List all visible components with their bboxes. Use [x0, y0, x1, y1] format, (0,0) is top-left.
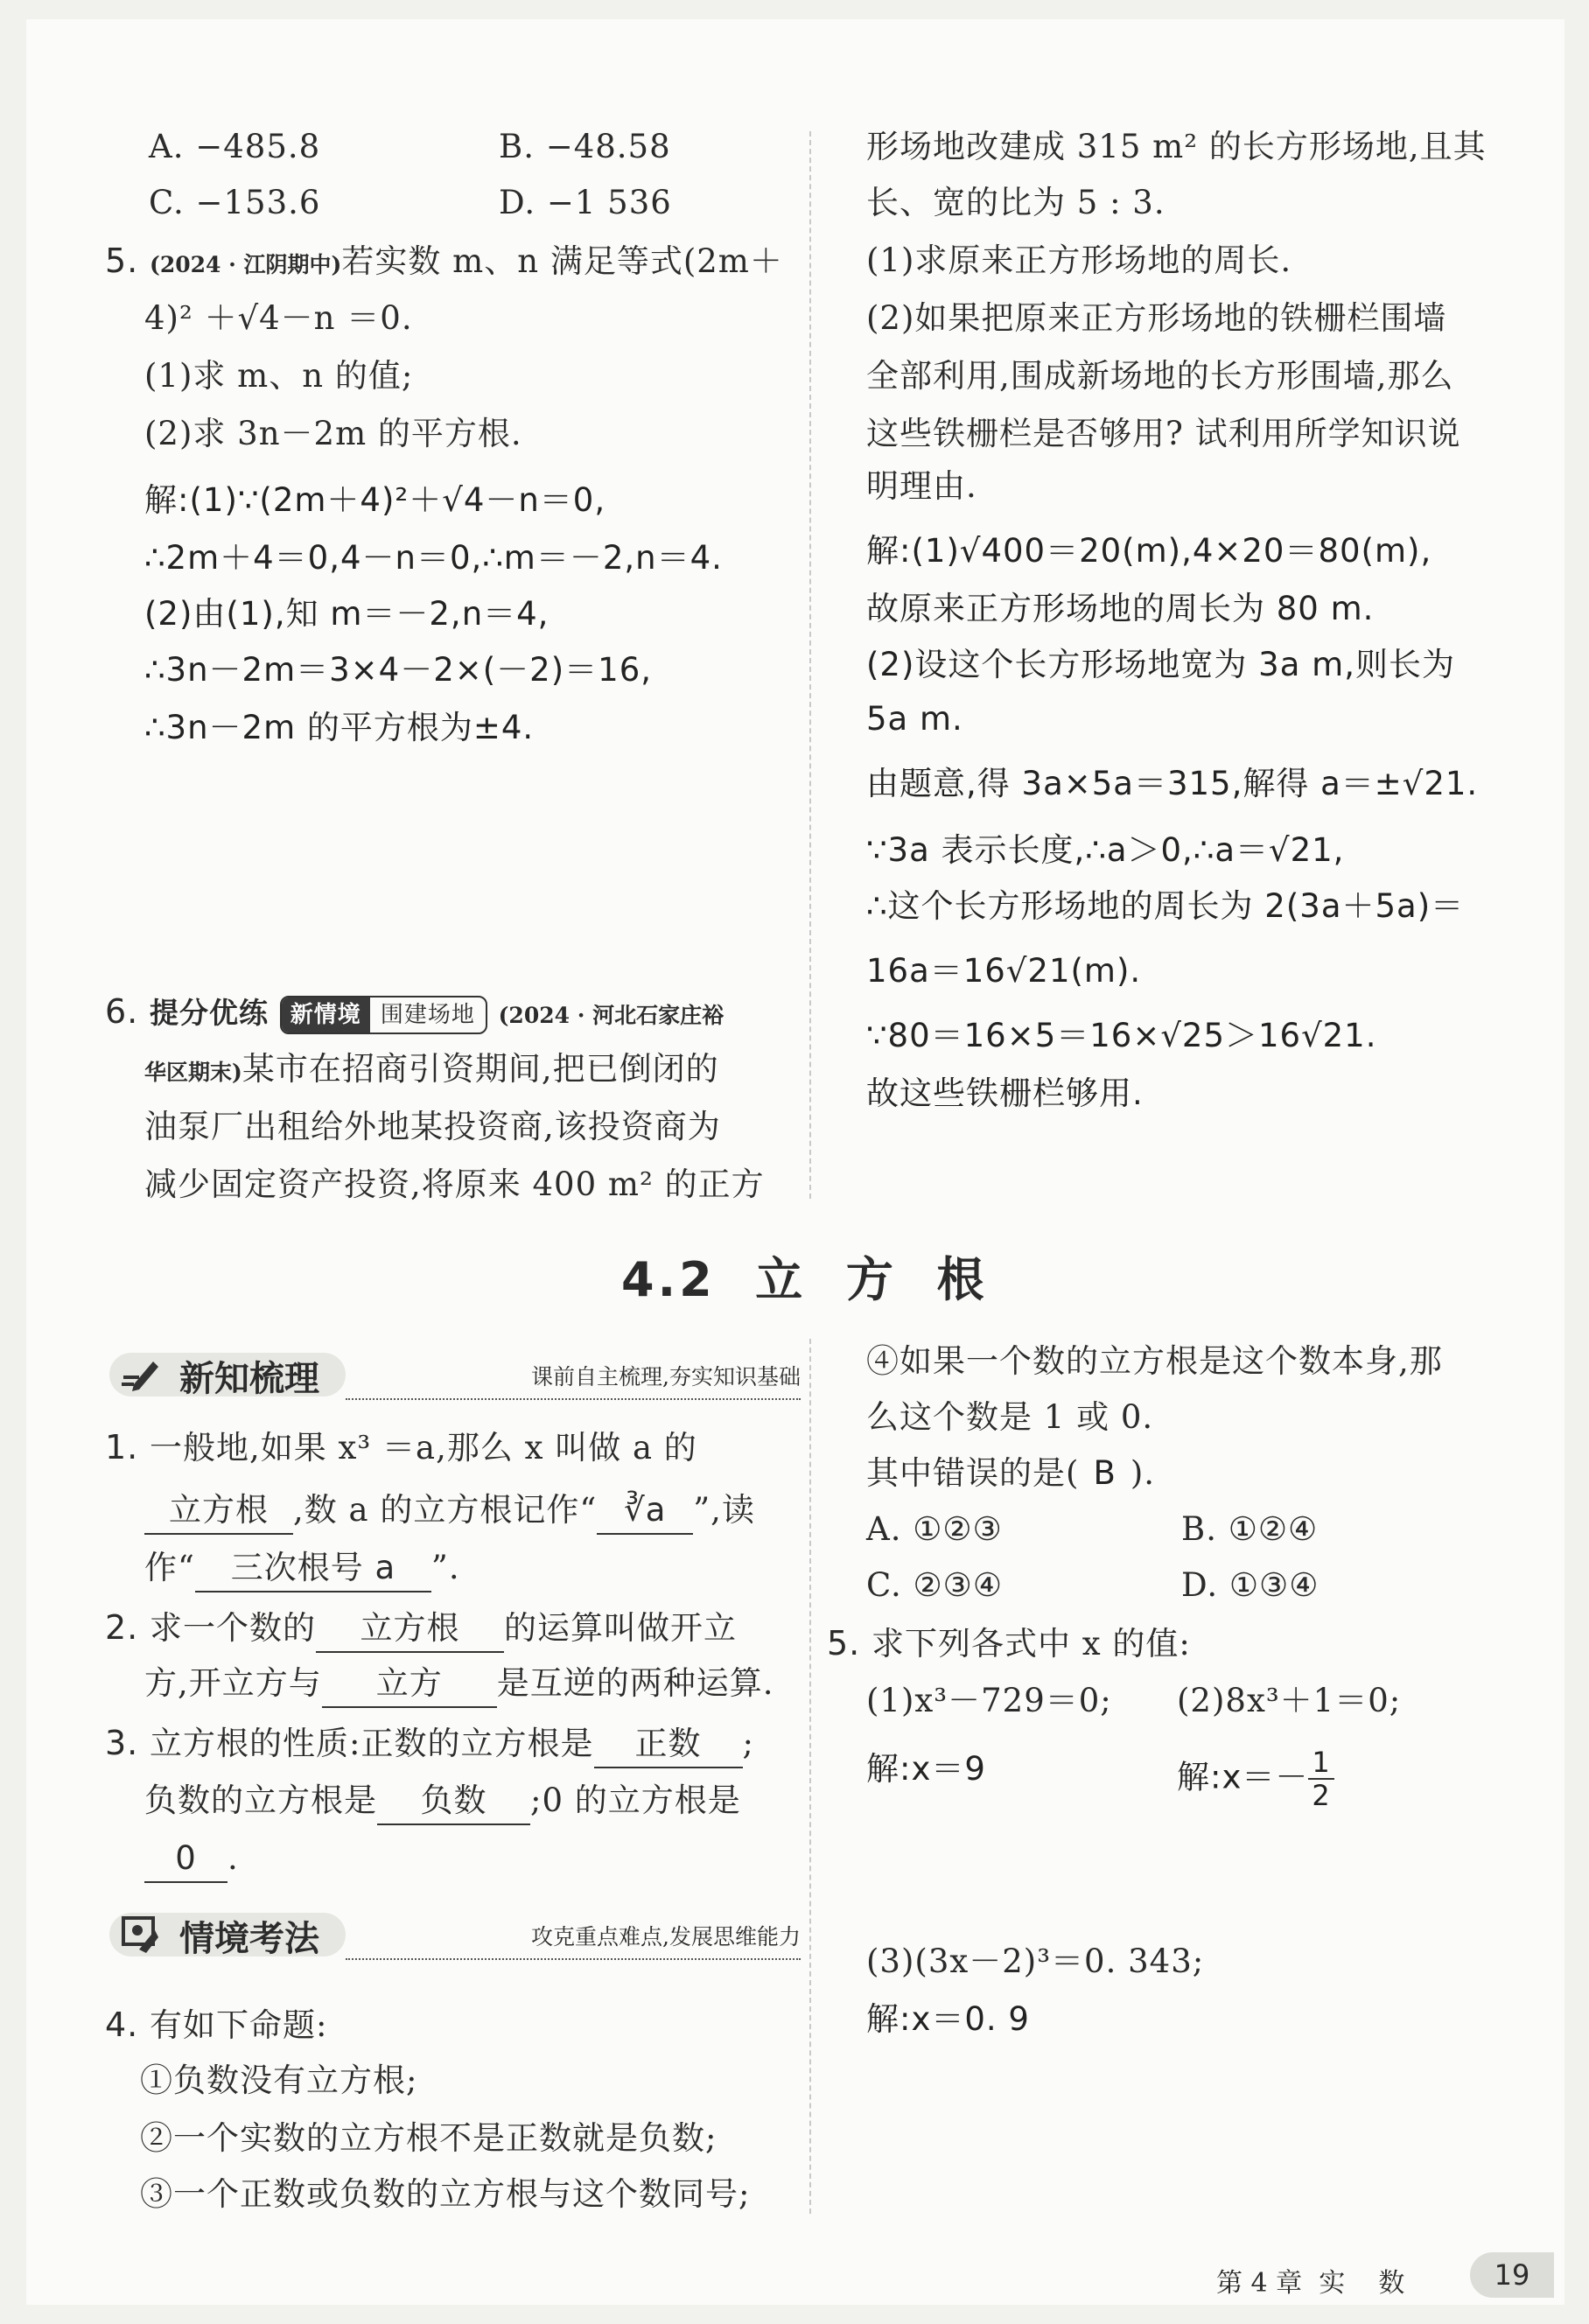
question-text: 全部利用,围成新场地的长方形围墙,那么 — [866, 357, 1454, 395]
question-text: 有如下命题: — [150, 2006, 328, 2044]
question-number: 4. — [105, 2006, 139, 2044]
answer-line: 故这些铁栅栏够用. — [866, 1074, 1144, 1112]
question-number: 5. — [105, 242, 139, 280]
text-span: 作“ — [144, 1549, 195, 1586]
question-text — [144, 1046, 719, 1096]
option-a: A. −485.8 — [149, 128, 321, 165]
answer-line: 解:x＝9 — [866, 1750, 986, 1788]
section-header-new-knowledge — [109, 1348, 801, 1400]
answer-blank: ∛a — [597, 1488, 693, 1535]
question-text: 若实数 m、n 满足等式(2m＋ — [341, 242, 783, 280]
answer-line: 解:x＝0. 9 — [866, 2000, 1030, 2038]
text-span: . — [228, 1839, 239, 1877]
dotted-rule — [346, 1958, 801, 1960]
answer-blank: 立方 — [322, 1661, 497, 1708]
statement-item: ②一个实数的立方根不是正数就是负数; — [140, 2119, 718, 2157]
answer-line: ∴2m＋4＝0,4－n＝0,∴m＝－2,n＝4. — [144, 539, 723, 577]
answer-line: 解:(1)∵(2m＋4)²＋√4－n＝0, — [144, 481, 606, 519]
answer-line: ∵3a 表示长度,∴a＞0,∴a＝√21, — [866, 831, 1345, 869]
sub-question: (1)x³－729＝0; — [866, 1682, 1112, 1719]
answer-line: (2)由(1),知 m＝－2,n＝4, — [144, 595, 550, 633]
question-source: 华区期末) — [144, 1060, 242, 1085]
section-label: 情境考法 — [179, 1919, 319, 1959]
text-span: 解:x＝－ — [1177, 1758, 1309, 1796]
answer-line: ∴3n－2m 的平方根为±4. — [144, 709, 535, 746]
option-c: C. −153.6 — [149, 184, 321, 221]
answer-blank: 正数 — [594, 1721, 743, 1768]
question-text: (1)求 m、n 的值; — [144, 357, 414, 395]
question-text-span: 某市在招商引资期间,把已倒闭的 — [242, 1050, 719, 1088]
option-d: D. −1 536 — [499, 184, 672, 221]
question-label: 提分优练 — [150, 996, 270, 1030]
question-text: (1)求原来正方形场地的周长. — [866, 242, 1292, 279]
dotted-rule — [346, 1398, 801, 1400]
question-3 — [105, 1720, 754, 1768]
statement-item: ④如果一个数的立方根是这个数本身,那 — [866, 1342, 1443, 1380]
question-text — [144, 1661, 774, 1708]
text-span: ; — [742, 1725, 754, 1762]
question-source: (2024 · 河北石家庄裕 — [498, 1003, 724, 1028]
answer-line: ∵80＝16×5＝16×√25＞16√21. — [866, 1017, 1377, 1054]
question-6 — [105, 989, 724, 1039]
text-span: 是互逆的两种运算. — [496, 1664, 774, 1702]
answer-blank: 立方根 — [316, 1606, 504, 1653]
question-number: 2. — [105, 1608, 139, 1647]
text-span: 其中错误的是( — [866, 1454, 1080, 1492]
question-text: 4)² ＋√4－n ＝0. — [144, 299, 413, 337]
page-number: 19 — [1470, 2252, 1554, 2298]
statement-item: ①负数没有立方根; — [140, 2062, 418, 2099]
choice-answer: B — [1093, 1454, 1116, 1492]
answer-line: ∴3n－2m＝3×4－2×(－2)＝16, — [144, 651, 652, 689]
question-2 — [105, 1605, 737, 1653]
answer-blank: 立方根 — [144, 1488, 293, 1535]
answer-line: 解:(1)√400＝20(m),4×20＝80(m), — [866, 532, 1432, 570]
question-text: (2)如果把原来正方形场地的铁栅栏围墙 — [866, 299, 1447, 337]
text-span: 立方根的性质:正数的立方根是 — [150, 1725, 594, 1762]
sub-question: (3)(3x－2)³＝0. 343; — [866, 1942, 1205, 1980]
question-number: 5. — [827, 1624, 861, 1662]
fraction-numerator: 1 — [1308, 1746, 1334, 1780]
answer-line: 由题意,得 3a×5a＝315,解得 a＝±√21. — [866, 765, 1479, 802]
text-span: 的运算叫做开立 — [504, 1609, 738, 1647]
question-4 — [105, 2002, 328, 2048]
chapter-footer: 第 4 章 实 数 — [1216, 2268, 1405, 2299]
question-text — [866, 1451, 1155, 1496]
question-text: 这些铁栅栏是否够用? 试利用所学知识说 — [866, 415, 1461, 452]
text-span: ”,读 — [693, 1491, 755, 1529]
answer-line: 16a＝16√21(m). — [866, 952, 1142, 990]
section-title: 4.2 立 方 根 — [621, 1252, 988, 1307]
text-span: 方,开立方与 — [144, 1664, 322, 1702]
statement-item: ③一个正数或负数的立方根与这个数同号; — [140, 2175, 751, 2213]
answer-line: ∴这个长方形场地的周长为 2(3a＋5a)＝ — [866, 887, 1465, 925]
section-label: 新知梳理 — [179, 1359, 319, 1399]
question-text: 一般地,如果 x³ ＝a,那么 x 叫做 a 的 — [150, 1429, 697, 1466]
question-text: 求下列各式中 x 的值: — [872, 1625, 1191, 1662]
question-number: 1. — [105, 1428, 139, 1466]
text-span: ). — [1130, 1454, 1156, 1492]
text-span: ;0 的立方根是 — [530, 1782, 741, 1819]
question-text — [144, 1545, 460, 1592]
option-b: B. ①②④ — [1181, 1510, 1319, 1548]
option-d: D. ①③④ — [1181, 1566, 1320, 1604]
answer-line — [1177, 1746, 1334, 1811]
question-number: 3. — [105, 1724, 139, 1762]
question-text: (2)求 3n－2m 的平方根. — [144, 415, 522, 452]
option-a: A. ①②③ — [866, 1510, 1003, 1548]
column-divider — [809, 1339, 811, 2214]
question-1 — [105, 1424, 697, 1471]
question-text — [144, 1488, 755, 1535]
question-text: 油泵厂出租给外地某投资商,该投资商为 — [144, 1108, 721, 1145]
question-text: 形场地改建成 315 m² 的长方形场地,且其 — [866, 128, 1487, 165]
tag-topic: 围建场地 — [380, 1001, 475, 1028]
text-span: ”. — [430, 1549, 460, 1586]
option-b: B. −48.58 — [499, 128, 671, 165]
question-text — [144, 1778, 741, 1825]
answer-line: 5a m. — [866, 700, 963, 738]
answer-blank: 负数 — [377, 1778, 530, 1825]
section-subtitle: 攻克重点难点,发展思维能力 — [531, 1924, 801, 1950]
section-header-scenario — [109, 1908, 801, 1960]
question-text: 明理由. — [866, 467, 977, 505]
section-subtitle: 课前自主梳理,夯实知识基础 — [531, 1364, 801, 1390]
statement-item: 么这个数是 1 或 0. — [866, 1398, 1154, 1436]
question-text: 长、宽的比为 5 : 3. — [866, 184, 1166, 221]
lightbulb-board-icon — [120, 1914, 160, 1953]
fraction-denominator: 2 — [1312, 1779, 1331, 1812]
question-5 — [105, 238, 783, 288]
scenario-tag — [280, 996, 487, 1034]
pencil-icon — [120, 1354, 160, 1393]
column-divider — [809, 131, 811, 1199]
text-span: 负数的立方根是 — [144, 1782, 377, 1819]
question-source: (2024 · 江阴期中) — [150, 252, 342, 277]
sub-question: (2)8x³＋1＝0; — [1177, 1682, 1402, 1719]
text-span: 求一个数的 — [150, 1609, 317, 1647]
text-span: ,数 a 的立方根记作“ — [293, 1491, 598, 1529]
answer-line: 故原来正方形场地的周长为 80 m. — [866, 590, 1375, 627]
question-text — [144, 1836, 239, 1883]
question-text: 减少固定资产投资,将原来 400 m² 的正方 — [144, 1166, 765, 1203]
question-5b — [827, 1620, 1191, 1667]
option-c: C. ②③④ — [866, 1566, 1004, 1604]
answer-blank: 三次根号 a — [195, 1545, 431, 1592]
tag-new-scenario: 新情境 — [282, 998, 370, 1032]
question-number: 6. — [105, 992, 139, 1031]
answer-blank: 0 — [144, 1836, 228, 1883]
fraction — [1308, 1746, 1334, 1811]
answer-line: (2)设这个长方形场地宽为 3a m,则长为 — [866, 646, 1455, 683]
